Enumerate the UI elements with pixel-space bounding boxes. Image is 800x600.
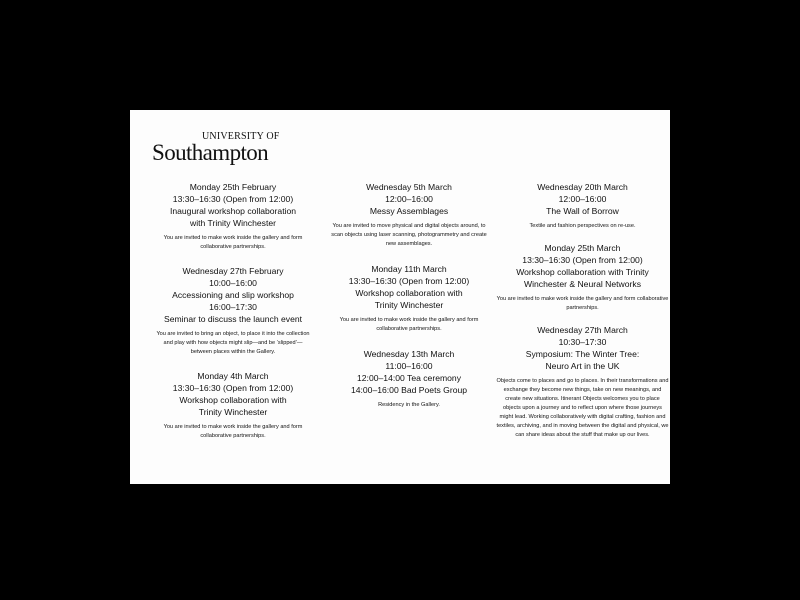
event-description: You are invited to move physical and digital objects around, to scan objects using laser scanning, photogrammetry and create new assemblages. <box>331 223 487 247</box>
event-detail-line: 10:00–16:00 <box>209 278 257 288</box>
event-detail-line: 10:30–17:30 <box>558 337 607 347</box>
logo-southampton: Southampton <box>152 140 269 165</box>
event-date: Wednesday 20th March <box>537 182 628 192</box>
event-description: Textile and fashion perspectives on re-use. <box>529 223 636 229</box>
event-detail-line: Messy Assemblages <box>369 206 449 216</box>
event-date: Monday 11th March <box>371 264 447 274</box>
event-detail-line: 13:30–16:30 (Open from 12:00) <box>348 276 470 286</box>
event-date: Monday 25th February <box>189 182 277 192</box>
event-description: You are invited to bring an object, to place it into the collection and play with how objects might slip—and be ‘slipped’—between places within the Gallery. <box>156 331 310 355</box>
schedule-column-3 <box>490 181 675 451</box>
event-date: Wednesday 27th March <box>537 325 628 335</box>
event-description: Residency in the Gallery. <box>378 402 440 408</box>
event-detail-line: 12:00–16:00 <box>558 194 607 204</box>
event-detail-line: Seminar to discuss the launch event <box>163 314 303 324</box>
event-detail-line: 16:00–17:30 <box>209 302 257 312</box>
event-detail-line: The Wall of Borrow <box>546 206 619 216</box>
event-detail-line: 13:30–16:30 (Open from 12:00) <box>172 383 294 393</box>
event-date: Monday 4th March <box>197 371 269 381</box>
event-description: You are invited to make work inside the gallery and form collaborative partnerships. <box>339 317 479 332</box>
event-description: You are invited to make work inside the gallery and form collaborative partnerships. <box>163 235 303 250</box>
event-detail-line: Workshop collaboration with Trinity <box>516 267 649 277</box>
logo-university-of: UNIVERSITY OF <box>202 131 280 142</box>
event-date: Monday 25th March <box>544 243 621 253</box>
event-detail-line: Workshop collaboration with <box>179 395 287 405</box>
event-programme-card <box>130 110 670 484</box>
event-detail-line: Trinity Winchester <box>374 300 444 310</box>
event-detail-line: Workshop collaboration with <box>355 288 463 298</box>
event-detail-line: Neuro Art in the UK <box>545 361 620 371</box>
event-description: You are invited to make work inside the gallery and form collaborative partnerships. <box>496 296 669 311</box>
event-date: Wednesday 27th February <box>182 266 284 276</box>
event-detail-line: Trinity Winchester <box>198 407 268 417</box>
event-date: Wednesday 5th March <box>366 182 452 192</box>
event-detail-line: 13:30–16:30 (Open from 12:00) <box>172 194 294 204</box>
event-block <box>490 181 675 231</box>
event-block <box>490 324 675 440</box>
event-detail-line: Winchester & Neural Networks <box>523 279 641 289</box>
event-block <box>490 242 675 313</box>
schedule-column-2 <box>324 181 494 424</box>
event-block <box>324 181 494 249</box>
event-detail-line: Inaugural workshop collaboration <box>169 206 297 216</box>
event-detail-line: 13:30–16:30 (Open from 12:00) <box>522 255 643 265</box>
event-description: You are invited to make work inside the gallery and form collaborative partnerships. <box>163 424 303 439</box>
event-detail-line: with Trinity Winchester <box>190 218 276 228</box>
event-detail-line: Accessioning and slip workshop <box>172 290 294 300</box>
event-date: Wednesday 13th March <box>363 349 455 359</box>
event-block <box>148 265 318 357</box>
schedule-column-1 <box>148 181 318 454</box>
event-description: Objects come to places and go to places. In their transformations and exchange they become new things, take on new meanings, and create new situations. Itinerant Objects welcomes you to place objects upon a journey and to reflect upon where those journeys might lead. Working collaboratively with digital crafting, fashion and textiles, archiving, and in moving between the digital and physical, we can share ideas about the stuff that make up our lives. <box>496 378 669 438</box>
event-block <box>148 370 318 441</box>
event-block <box>324 348 494 410</box>
event-detail-line: Symposium: The Winter Tree: <box>525 349 640 359</box>
event-detail-line: 12:00–16:00 <box>385 194 433 204</box>
event-block <box>324 263 494 334</box>
event-detail-line: 11:00–16:00 <box>385 361 433 371</box>
event-detail-line: 14:00–16:00 Bad Poets Group <box>350 385 468 395</box>
event-detail-line: 12:00–14:00 Tea ceremony <box>357 373 461 383</box>
event-block <box>148 181 318 252</box>
university-logo <box>152 132 280 164</box>
